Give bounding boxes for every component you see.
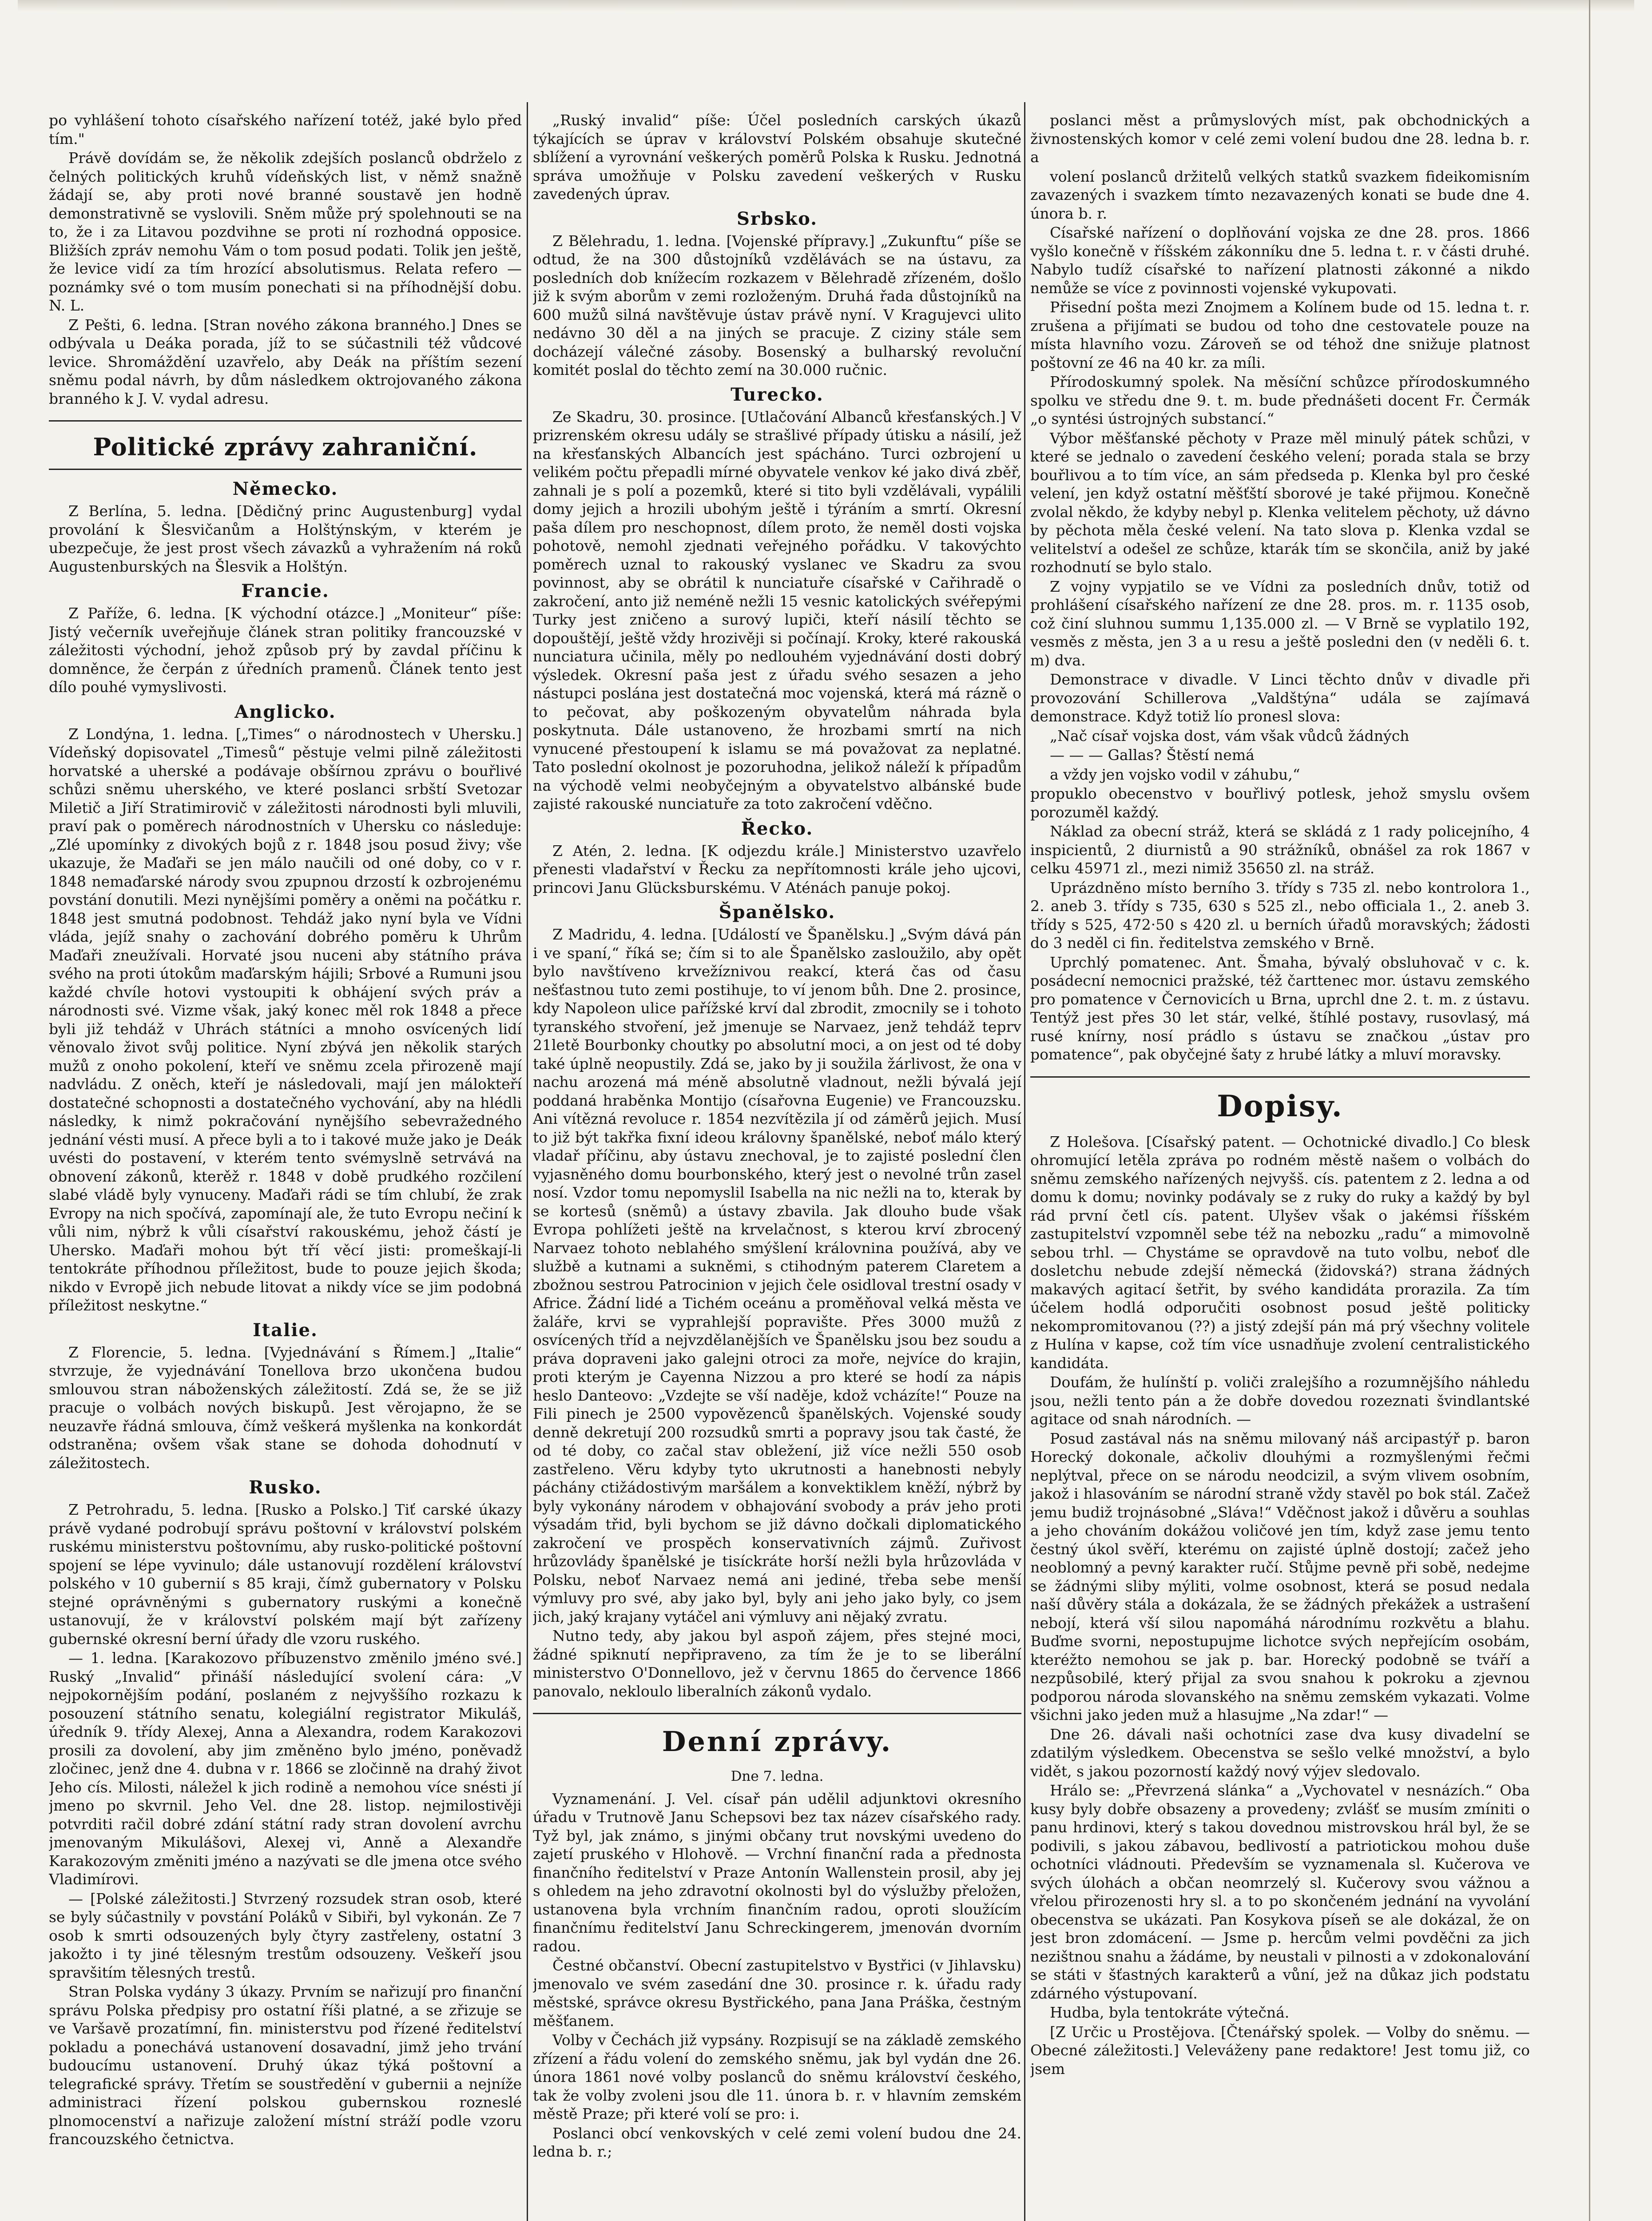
article-paragraph: Z Pešti, 6. ledna. [Stran nového zákona branného.] Dnes se odbývala u Deáka porada, jíž to se súčastnili též vůdcové levice. Shromáždění uzavřelo, aby Deák na příštím sezení sněmu podal návrh, by dům následkem oktrojovaného zákona branného k J. V. vydal adresu. [49, 316, 522, 407]
column-rule-2 [1024, 102, 1025, 2221]
article-paragraph: Císařské nařízení o doplňování vojska ze dne 28. pros. 1866 vyšlo konečně v říšském zákonníku dne 5. ledna t. r. v části druhé. Nabylo tudíž císařské to nařízení platnosti zákonné a nikdo nemůže se více z povinnosti vojenské vykupovati. [1030, 224, 1530, 297]
article-paragraph: volení poslanců držitelů velkých statků svazkem fideikomisním zavazených i svazkem tímto nezavazených konati se bude dne 4. února b. r. [1030, 167, 1530, 222]
country-heading: Italie. [253, 1319, 318, 1341]
article-paragraph: poslanci měst a průmyslových míst, pak obchodnických a živnostenských komor v celé zemi volení budou dne 28. ledna b. r. a [1030, 111, 1530, 166]
article-paragraph: Stran Polska vydány 3 úkazy. Prvním se nařizují pro finanční správu Polska předpisy pro ostatní říši platné, a se zřizuje se ve Varšavě prozatímní, fin. ministerstvu pod řízené ředitelství pokladu a ponechává ustanovení dosavadní, jimž jeho trvání budoucímu ustanovení. Druhý úkaz týká poštovní a telegrafické správy. Třetím se soustředění v gubernii a nejníže administraci řízení polskou gubernskou rozneslé plnomocenství a nařizuje založení místní stráží podle vzoru francouzského četnictva. [49, 1983, 522, 2148]
article-paragraph: Nutno tedy, aby jakou byl aspoň zájem, přes stejné moci, žádné spiknutí nepřipraveno, za tím že je to se liberální ministerstvo O'Donnellovo, jež v červnu 1865 do července 1866 panovalo, nekloulo liberalních zákonů vydalo. [533, 1627, 1021, 1700]
article-paragraph: Uprázdněno místo berního 3. třídy s 735 zl. nebo kontrolora 1., 2. aneb 3. třídy s 735, 630 s 525 zl., nebo officiala 1., 2. aneb 3. třídy s 525, 472·50 s 420 zl. u berních úřadů moravských; žádosti do 3 neděl ci fin. ředitelstva zemského v Brně. [1030, 879, 1530, 951]
article-paragraph: Hrálo se: „Převrzená slánka“ a „Vychovatel v nesnázích.“ Oba kusy byly dobře obsazeny a provedeny; zvlášť se musím zmíniti o panu hrdinovi, který s takou dovednou mistrovskou hrál byl, že se podivili, s jakou zábavou, bedlivostí a patriotickou mohou duše ochotníci vládnouti. Především se vyznamenala sl. Kučerova ve svých úlohách a občan neomrzelý sl. Kučerovy svou vážnou a vřelou přirozenosti hry sl. a to po skončeném jednání na vyvolání obecenstva se ukázati. Pan Kosykova píseň se ale dokázal, že on jest bron zdomácení. — Jsme p. hercům velmi povděčni za jich nezištnou snahu a žádáme, by neustali v pilnosti a v zdokonalování se státi v šťastných karakterů a vůní, jež na důkaz jich podstatu zdárného výstupovaní. [1030, 1782, 1530, 2002]
article-paragraph: po vyhlášení tohoto císařského nařízení totéž, jaké bylo před tím." [49, 111, 522, 147]
article-paragraph: Z Madridu, 4. ledna. [Událostí ve Španělsku.] „Svým dává pán i ve spaní,“ říká se; čím si to ale Španělsko zasloužilo, aby opět bylo navštíveno krvežíznivou reakcí, která čas od času nešťastnou tuto zemi postihuje, to ví jenom bůh. Dne 2. prosince, kdy Napoleon ulice pařížské krví dal zbrodit, zmocnily se i tohoto tyranského stvoření, jež jmenuje se Narvaez, jenž tehdáž teprv 21letě Bourbonky choutky po absolutní moci, a on jest od té doby také úplně neopustily. Zdá se, jako by ji soužila žárlivost, že ona v nachu arozená má méně absolutně vladnout, nežli bývalá její poddaná hraběnka Montijo (císařovna Eugenie) ve Francouzsku. Ani vítězná revoluce r. 1854 nezvítězila jí od záměrů jejich. Musí to již být takřka fixní ideou královny španělské, neboť málo který vladař příčinu, aby ústavu znechoval, je to zajisté poslední člen vyjasněného domu bourbonského, který jest o nevolné trůn zasel nosí. Vzdor tomu nepomyslil Isabella na nic nežli na to, kterak by se kortesů (sněmů) a ústavy zbavila. Jak dlouho bude však Evropa pohlížeti ještě na krvelačnost, s kterou krví zbrocený Narvaez tohoto neblahého smýšlení královnina používá, aby ve službě a kutnami a sukněmi, s ctihodným paterem Claretem a zbožnou sestrou Patrocinion v jejich čele osidloval trestní osady v Africe. Žádní lidé a Tichém oceánu a proměňoval velká města ve žaláře, krvi se vyprahlejší popravište. Přes 3000 mužů z osvícených tříd a nejvzdělanějších ve Španělsku jsou bez soudu a práva dopraveni jako galejni otroci za moře, nejvíce do krajin, proti kterým je Cayenna Nizzou a pro které se hodí za nápis heslo Danteovo: „Vzdejte se vší naděje, kdož vcházíte!“ Pouze na Fili pinech je 2500 vypovězenců španělských. Vojenské soudy denně dekretují 200 rozsudků smrti a popravy jsou tak časté, že od té doby, co začal stav obležení, již více nežli 550 osob zastřeleno. Věru kdyby tyto ukrutnosti a hanebnosti nebyly páchány ctižádostivým maršálem a konvektiklem kněží, nýbrž by byly vykonány národem v obhajování svobody a práv jeho proti výsadám třid, byli bychom se již dávno dočkali diplomatického zakročení ve prospěch konservativních zájmů. Zuřivost hrůzovlády španělské je tisíckráte horší nežli byla hrůzovláda v Polsku, neboť Narvaez nemá ani jediné, třeba sebe menší výmluvy pro své, aby jako byl, byly ani jeho jako byly, co jsem jich, jaký krajany vytáčel ani výmluvy ani nějaký zvratu. [533, 926, 1021, 1625]
article-paragraph: Z Petrohradu, 5. ledna. [Rusko a Polsko.] Tiť carské úkazy právě vydané podrobují správu poštovní v království polském ruskému ministerstvu poštovnímu, aby rusko-politické poštovní spojení se lépe vyvinulo; dále ustanovují rozdělení království polského v 10 gubernií s 85 kraji, čímž gubernatory v Polsku stejné oprávněnými s gubernatory ruskými a konečně ustanovují, že v království polském mají být zařízeny gubernské okresní berní úřady dle vzoru ruského. [49, 1501, 522, 1648]
article-paragraph: Vyznamenání. J. Vel. císař pán udělil adjunktovi okresního úřadu v Trutnově Janu Schepsovi bez tax název císařského rady. Tyž byl, jak známo, s jinými občany trut novskými uvedeno do zajetí pruského v Hlohově. — Vrchní finanční rada a přednosta finančního ředitelství v Praze Antonín Wallenstein prosil, aby jej s ohledem na jeho zdravotní okolnosti byl do výslužby přeložen, ustanovena byla vrchním finančním radou, oproti sloužícím finančnímu ředitelství Janu Schreckingerem, jmenován dvorním radou. [533, 1790, 1021, 1955]
article-paragraph: a vždy jen vojsko vodil v záhubu,“ [1050, 765, 1300, 783]
page-right-edge [1589, 0, 1590, 2221]
article-paragraph: Čestné občanství. Obecní zastupitelstvo v Bystřici (v Jihlavsku) jmenovalo ve svém zasedání dne 30. prosince r. k. úřadu rady městské, správce okresu Bystřického, pana Jana Práška, čestným měšťanem. [533, 1957, 1021, 2030]
country-heading: Španělsko. [719, 902, 836, 923]
section-heading: Denní zprávy. [533, 1713, 1021, 1759]
column-1 [49, 111, 522, 2221]
article-paragraph: „Nač císař vojska dost, vám však vůdců žádných [1050, 727, 1410, 744]
article-paragraph: Hudba, byla tentokráte výtečná. [1050, 2004, 1290, 2021]
article-paragraph: Právě dovídám se, že několik zdejších poslanců obdrželo z čelných politických kruhů vídeňských list, v němž snažně žádají se, aby proti nové branné soustavě jen hodně demonstrativně se vyslovili. Sněm může prý spolehnouti se na to, že i za Litavou pozdvihne se proti ní rozhodná opposice. Bližších zpráv nemohu Vám o tom posud podati. Tolik jen ještě, že levice vidí za tím hrozící absolutismus. Relata refero — poznámky své o tom musím ponechati si na příhodnější dobu. N. L. [49, 149, 522, 314]
article-paragraph: — 1. ledna. [Karakozovo příbuzenstvo změnilo jméno své.] Ruský „Invalid“ přináší následující svolení cára: „V nejpokornějším podání, poslaném z nejvyššího rozkazu k posouzení státního senatu, kolegiální registrator Mikuláš, úředník 9. třídy Alexej, Anna a Alexandra, rodem Karakozovi prosili za dovolení, aby jim změněno bylo jméno, poněvadž zločinec, jenž dne 4. dubna v r. 1866 se zločinně na drahý život Jeho cís. Milosti, náležel k jich rodině a nemohou více snésti jí jmeno po skvrnil. Jeho Vel. dne 28. listop. nejmilostivěji potvrditi račil dobré zdání státní rady stran dovolení avrchu jmenovaným Mikulášovi, Alexej vi, Anně a Alexandře Karakozovým změniti jméno a nazývati se dle jmena otce svého Vladimírovi. [49, 1649, 522, 1888]
article-paragraph: Z Holešova. [Císařský patent. — Ochotnické divadlo.] Co blesk ohromující letěla zpráva po rodném městě našem o volbách do sněmu zemského nařízených nejvyšš. cís. patentem z 2. ledna a od domu k domu; novinky podávaly se z ruky do ruky a každý by byl rád první četl cís. patent. Ulyšev však o jakémsi říšském zastupitelství vzpomněl sebe též na nebozku „radu“ a mimovolně sebou trhl. — Chystáme se opravdově na tuto volbu, neboť dle dosletchu nebude zdejší německá (židovská?) strana žádných makavých agitací šetřit, by svého kandidáta prorazila. Za tím účelem hodlá odporučiti osobnost posud ještě politicky nekompromitovanou (??) a jistý zdejší pán má prý všechny volitele z Hulína v kapse, což tím více usnadňuje zvolení centralistického kandidáta. [1030, 1133, 1530, 1372]
country-heading: Německo. [232, 478, 338, 499]
article-paragraph: Z Florencie, 5. ledna. [Vyjednávání s Římem.] „Italie“ stvrzuje, že vyjednávání Tonellova brzo ukončena budou smlouvou stran náboženských záležitostí. Zdá se, že se již pracuje o volbách nových biskupů. Jest věrojapno, že se neuzavře řádná smlouva, čímž veškerá myšlenka na konkordát odstraněna; ovšem však stane se dohoda dohodnutí v záležitostech. [49, 1343, 522, 1472]
country-heading: Srbsko. [736, 208, 818, 229]
article-paragraph: Posud zastával nás na sněmu milovaný náš arcipastýř p. baron Horecký dokonale, ačkoliv dlouhými a rozmyšlenými řečmi neplýtval, přece on se národu neodcizil, a svým vlivem osobním, jakož i hlasováním se národní straně vždy stavěl po bok stál. Začež jemu budiž trojnásobné „Sláva!“ Vděčnost jakož i důvěru a souhlas a jeho chováním dokážou voličové jen tím, když zase jemu tento čestný úkol svěří, kterému on zajisté úplně dostojí; začež jeho neoblomný a pevný karakter ručí. Stůjme pevně při sobě, nedejme se žádnými sliby mýliti, volme osobnost, která se posud nedala naší důvěry stála a dokázala, že se žádných překážek a ustrašení nebojí, která vší silou napomáhá národnímu rozkvětu a blahu. Buďme svorni, nepostupujme lichotce svých nepřejícím osobám, kteréžto nemohou se jak p. bar. Horecký podobně se tváří a nezpůsobilé, který přijal za svou snahou k pokroku a zjevnou podporou národa slovanského na sněmu zemském vykazati. Volme všichni jako jeden muž a hlasujme „Na zdar!“ — [1030, 1429, 1530, 1723]
article-paragraph: Přírodoskumný spolek. Na měsíční schůzce přírodoskumného spolku ve středu dne 9. t. m. bude přednášeti docent Fr. Čermák „o syntési ústrojných substancí.“ [1030, 373, 1530, 427]
article-paragraph: Uprchlý pomatenec. Ant. Šmaha, bývalý obsluhovač v c. k. posádecní nemocnici pražské, též čarttenec mor. ústavu zemského pro pomatence v Černovicích u Brna, uprchl dne 2. t. m. z ústavu. Tentýž jest přes 30 let stár, velké, štíhlé postavy, rusovlasý, má rusé knírny, nosí prádlo s ústavu se značkou „ústav pro pomatence“, pak obyčejné šaty z hrubé látky a mluví moravsky. [1030, 953, 1530, 1063]
article-paragraph: Dne 26. dávali naši ochotníci zase dva kusy divadelní se zdatilým výsledkem. Obecenstva se sešlo velké množství, a bylo vidět, s jakou pozorností každý nový výjev sledovalo. [1030, 1725, 1530, 1780]
article-paragraph: Z Paříže, 6. ledna. [K východní otázce.] „Moniteur“ píše: Jistý večerník uveřejňuje článek stran politiky francouzské v záležitosti východní, jehož způsob prý by zavdal příčinu k domněnce, že čerpán z úředních pramenů. Článek tento jest dílo pouhé vymyslivosti. [49, 605, 522, 696]
article-paragraph: propuklo obecenstvo v bouřlivý potlesk, jehož smyslu ovšem porozuměl každý. [1030, 785, 1530, 821]
article-paragraph: Výbor měšťanské pěchoty v Praze měl minulý pátek schůzi, v které se jednalo o zavedení českého velení; porada stala se brzy bouřlivou a to tím více, an sám předseda p. Klenka byl pro české velení, jen když ostatní měšťští sborové je také přijmou. Konečně zvolal někdo, že kdyby nebyl p. Klenka velitelem pěchoty, už dávno by pěchota měla české velení. Na tato slova p. Klenka vzdal se velitelství a odešel ze schůze, ktarák tím se skončila, aniž by jaké rozhodnutí se bylo stalo. [1030, 429, 1530, 576]
country-heading: Rusko. [249, 1477, 322, 1498]
country-heading: Francie. [241, 581, 330, 601]
section-heading: Politické zprávy zahraniční. [49, 420, 522, 470]
country-heading: Řecko. [741, 818, 814, 839]
article-paragraph: Přisední pošta mezi Znojmem a Kolínem bude od 15. ledna t. r. zrušena a přijímati se budou od toho dne cestovatele pouze na místa hlavního vozu. Zároveň se od téhož dne snižuje platnost poštovní ze 46 na 40 kr. za míli. [1030, 299, 1530, 371]
article-paragraph: Volby v Čechách již vypsány. Rozpisují se na základě zemského zřízení a řádu volení do zemského sněmu, jak byl vydán dne 26. února 1861 nové volby poslanců do sněmu království českého, tak že volby zvoleni jsou dle 11. února b. r. v hlavním zemském městě Praze; při které volí se pro: i. [533, 2031, 1021, 2122]
article-paragraph: Náklad za obecní stráž, která se skládá z 1 rady policejního, 4 inspicientů, 2 diurnistů a 90 strážníků, obnášel za rok 1867 v celku 45971 zl., mezi nimiž 35650 zl. na stráž. [1030, 823, 1530, 877]
column-2 [533, 111, 1021, 2221]
article-paragraph: Demonstrace v divadle. V Linci těchto dnův v divadle při provozování Schillerova „Valdštýna“ udála se zajímavá demonstrace. Když totiž lío pronesl slova: [1030, 671, 1530, 725]
article-paragraph: Poslanci obcí venkovských v celé zemi volení budou dne 24. ledna b. r.; [533, 2124, 1021, 2160]
page-top-edge [18, 0, 1634, 12]
column-rule-1 [527, 102, 528, 2221]
dateline: Dne 7. ledna. [731, 1768, 824, 1784]
article-paragraph: Z vojny vypjatilo se ve Vídni za posledních dnův, totiž od prohlášení císařského nařízení ze dne 28. pros. m. r. 1135 osob, což činí sluhnou summu 1,135.000 zl. — V Brně se vyplatilo 192, vesměs z města, jen 3 a u resu a ještě posledni den (v neděli 6. t. m) dva. [1030, 577, 1530, 669]
article-paragraph: — — — Gallas? Štěstí nemá [1050, 746, 1255, 764]
article-paragraph: Z Bělehradu, 1. ledna. [Vojenské přípravy.] „Zukunftu“ píše se odtud, že na 300 důstojníků vzdělávách se na ústavu, za posledních dob knížecím rozkazem v Bělehradě zřízeném, došlo již k svým aborům v zemi rozloženým. Druhá řada důstojníků na 600 mužů silná navštěvuje ústav právě nyní. V Kragujevci ulito nedávno 30 děl a na jiných se pracuje. Z ciziny stále sem docházejí válečné zásoby. Bosenský a bulharský revoluční komitét poslal do těchto zemí na 30.000 ručnic. [533, 232, 1021, 378]
section-heading: Dopisy. [1030, 1076, 1530, 1125]
column-3 [1030, 111, 1530, 2221]
article-paragraph: Z Atén, 2. ledna. [K odjezdu krále.] Ministerstvo uzavřelo přenesti vladařství v Řecku za nepřítomnosti krále jeho ujcovi, princovi Janu Glücksburskému. V Aténách panuje pokoj. [533, 842, 1021, 896]
article-paragraph: Z Berlína, 5. ledna. [Dědičný princ Augustenburg] vydal provolání k Šlesvičanům a Holštýnským, v kterém je ubezpečuje, že jest prost všech závazků a vyhražením ná roků Augustenburských na Šlesvik a Holštýn. [49, 502, 522, 575]
article-paragraph: Doufám, že hulínští p. voliči zralejšího a rozumnějšího náhledu jsou, nežli tento pán a že dobře dovedou rozeznati švindlantské agitace od snah národních. — [1030, 1373, 1530, 1428]
article-paragraph: — [Polské záležitosti.] Stvrzený rozsudek stran osob, které se byly súčastnily v povstání Poláků v Sibiři, byl vykonán. Ze 7 osob k smrti odsouzených byly čtyry zastřeleny, ostatní 3 jakožto i ty jiné tělesným trestům odsouzeny. Veškeří jsou spravšitím tělesných trestů. [49, 1890, 522, 1981]
article-paragraph: Ze Skadru, 30. prosince. [Utlačování Albanců křesťanských.] V prizrenském okresu udály se strašlivé případy útisku a násilí, jež na křesťanských Albancích jest spácháno. Turci ozbrojení u velikém počtu přepadli mírné obyvatele venkov ké jako divá zběř, zahnali je s polí a pozemků, které si tito byli vzdělávali, vypálili domy jejich a hrozili ubohým ještě i týráním a smrtí. Okresní paša dílem pro neschopnost, dílem proto, že neměl dosti vojska pohotově, nemohl zjednati veřejného pořádku. V takovýchto poměrech uznal to rakouský vyslanec ve Skadru za svou povinnost, aby se obrátil k nunciatuře císařské v Cařihradě o zakročení, anto již neméně nežli 15 vesnic katolických svéřepými Turky jest zničeno a surový lupiči, kteří násilí těchto se dopouštějí, ještě vždy hrozivěji si počínají. Kroky, které rakouská nunciatura učinila, měly po nedlouhém vyjednávání dosti dobrý výsledek. Okresní paša jest z úřadu svého sesazen a jeho nástupci poslána jest dostatečná moc vojenská, která má rázně o to pečovat, aby poškozeným obyvatelům náhrada byla poskytnuta. Dále ustanoveno, že hrozbami smrtí na nich vynucené přestoupení k islamu se má považovat za neplatné. Tato poslední okolnost je pozoruhodna, jelikož náleží k případům na východě velmi neobyčejným a obyvatelstvo albánské bude zajisté rakouské nunciatuře za toto zakročení vděčno. [533, 408, 1021, 812]
article-paragraph: [Z Určic u Prostějova. [Čtenářský spolek. — Volby do sněmu. — Obecné záležitosti.] Veleváženy pane redaktore! Jest tomu již, co jsem [1030, 2023, 1530, 2078]
article-paragraph: Z Londýna, 1. ledna. [„Times“ o národnostech v Uhersku.] Vídeňský dopisovatel „Timesů“ pěstuje velmi pilně záležitosti horvatské a uherské a podávaje obšírnou zprávu o bouřlivé schůzi sněmu uherského, ve které poslanci srbští Svetozar Miletič a Jiří Stratimirovič v záležitosti národnosti byli mluvili, praví pak o poměrech národnostních v Uhersku co následuje: „Zlé upomínky z divokých bojů z r. 1848 jsou posud živy; vše ukazuje, že Maďaři se jen málo naučili od oné doby, co v r. 1848 nemaďarské národy svou zpupnou drzostí k ozbrojenému povstání donutili. Mezi nynějšími poměry a oněmi na počátku r. 1848 jest smutná podobnost. Tehdáž jako nyní byla ve Vídni vláda, jejíž snahy o zachování dobrého poměru k Uhrům Maďaři zneužívali. Horvaté jsou nuceni aby státního práva svého na proti útokům maďarským hájili; Srbové a Rumuni jsou každé chvíle hotovi vystoupiti k obhájení svých práv a národnosti své. Vizme však, jaký konec měl rok 1848 a přece byli již tehdáž v Uhrách státníci a mnoho osvícených lidí věnovalo život svůj politice. Nyní zbývá jen několik starých mužů z onoho pokolení, kteří ve sněmu zcela přirozeně mají nadvládu. Z oněch, kteří je následovali, mají jen málokteří dostatečné schopnosti a dostatečného vychování, aby na hlédli následky, k nimž pokračování nynějšího sebevražedného jednání vésti musí. A přece byli a to i takové muže jako je Deák uvésti do postavení, v kterém tento svémyslně setrvává na obnovení zákonů, kterěž r. 1848 v době prudkého rozčilení slabé vládě byly vynuceny. Maďaři rádi se tím chlubí, že zrak Evropy na nich spočívá, zapomínají ale, že tuto Evropu nečiní k vůli nim, nýbrž k vůli císařství rakouskému, jehož částí je Uhersko. Maďaři mohou být tří věcí jisti: promeškají-li tentokráte příhodnou příležitost, bude to pouze jejich škoda; nikdo v Evropě jich nebude litovat a nikdy více se jim podobná příležitost neskytne.“ [49, 725, 522, 1314]
country-heading: Anglicko. [234, 701, 336, 722]
article-paragraph: „Ruský invalid“ píše: Účel posledních carských úkazů týkajících se úprav v království Polském obsahuje skutečné sblížení a vyrovnání veškerých poměrů Polska k Rusku. Jednotná správa umožňuje v Polsku zavedení veškerých v Rusku zavedených úprav. [533, 111, 1021, 203]
country-heading: Turecko. [731, 384, 824, 405]
